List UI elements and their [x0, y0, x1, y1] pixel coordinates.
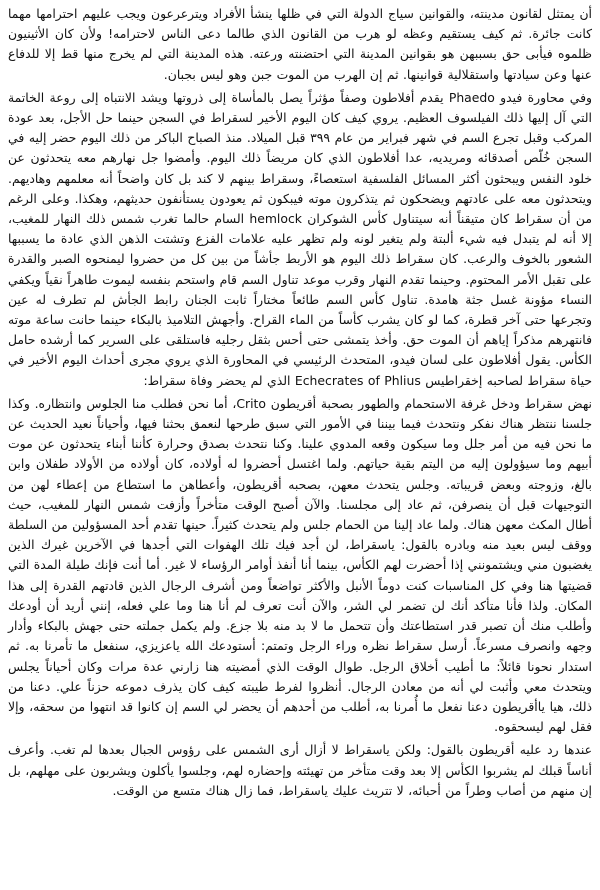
- paragraph-phaedo-narrative: وفي محاورة فيدو Phaedo يقدم أفلاطون وصفاً مؤثراً يصل بالمأساة إلى ذروتها ويشد الانتباه إلى روعة الخاتمة التي آل إليها ذلك الفيلسوف العظيم. يروي كيف كان اليوم الأخير لسقراط في السجن حينما حل الأجل، بعد عودة المركب وقبل تجرع السم في شهر فبراير من عام ٣٩٩ قبل الميلاد. منذ الصباح الباكر من ذلك اليوم حضر إليه في السجن خُلّص أصدقائه ومريديه، عدا أفلاطون الذي كان مريضاً ذلك اليوم. وأمضوا جل نهارهم معه يتحدثون عن خلود النفس ويبحثون أكثر المسائل الفلسفية استعصاءً، وسقراط بينهم لا كند بل كان واضحاً أنه معلمهم وهاديهم. ويتحدثون معه على عادتهم ويضحكون ثم يتذكرون موته فيبكون ثم يعودون يستأنفون حديثهم، وهكذا. وعلى الرغم من أن سقراط كان متيقناً أنه سيتناول كأس الشوكران hemlock السام حالما تغرب شمس ذلك النهار للمغيب، إلا أنه لم يتبدل فيه شيء ألبتة ولم يتغير لونه ولم تظهر عليه علامات الفزع وتشتت الذهن الذي عادة ما يسببها الشعور بالخوف والرعب. كان سقراط ذلك اليوم هو الأربط جأشاً من بين كل من حضروا ليمنحوه الصبر والقدرة على تقبل الأمر المحتوم. وحينما تقدم النهار وقرب موعد تناول السم قام واستحم بنفسه ليموت طاهراً نقياً ويكفي النساء مؤونة غسل جثة هامدة. تناول كأس السم طائعاً مختاراً ثابت الجنان رابط الجأش لم تطرف له عين وتجرعها حتى آخر قطرة، كما لو كان يشرب كأساً من الماء القراح. وأجهش التلاميذ بالبكاء حينما حانت ساعة موته فانتهرهم مذكراً إياهم أن الموت حق. وأخذ يتمشى حتى أحس بثقل رجليه فاستلقى على السرير كما أرشده حامل الكأس. يقول أفلاطون على لسان فيدو، المتحدث الرئيسي في المحاورة الذي يروي مجرى أحداث اليوم الأخير في حياة سقراط لصاحبه إخقراطيس Echecrates of Phlius الذي لم يحضر وفاة سقراط:: [8, 89, 593, 388]
- paragraph-crito-reply: عندها رد عليه أقريطون بالقول: ولكن ياسقراط لا أزال أرى الشمس على رؤوس الجبال بعدها لم تغب. وأعرف أناساً قبلك لم يشربوا الكأس إلا بعد وقت متأخر من تهيئته وإحضاره لهم، وجلسوا يأكلون ويشربون على مهلهم، بل إن منهم من أصاب وطراً من أحبائه، لا تتريث عليك ياسقراط، فما زال هناك متسع من الوقت.: [8, 742, 592, 798]
- paragraph-bath-and-farewell: نهض سقراط ودخل غرفة الاستحمام والطهور بصحبة أقريطون Crito، أما نحن فطلب منا الجلوس وانتظاره. وكذا جلسنا ننتظر هناك نفكر ونتحدث فيما بيننا في الأمور التي سبق طرحها لنعمق بحثنا فيها، وأحياناً نعيد الحديث عن ما نحن فيه من أمر جلل وما سيكون وقعه المدوي علينا. وكنا نتحدث بصدق وحرارة كأننا أبناء يتحدثون عن موت أبيهم وما سيؤولون إليه من اليتم بقية حياتهم. ولما اغتسل أحضروا له أولاده، كان أولاده من الأولاد طفلان وابن بالغ، وزوجته وبعض قريباته. وجلس يتحدث معهن، بصحبه أقريطون، وأعطاهن ما استطاع من إعطاء لهن من التوجيهات قبل أن ينصرفن، ثم عاد إلى مجلسنا. والآن أصبح الوقت متأخراً وأزفت شمس النهار للمغيب، حيث أطال المكث معهن هناك. ولما عاد إلينا من الحمام جلس ولم يتحدث كثيراً. حينها تقدم أحد المسؤولين من السلطة ووقف ليس بعيد منه وبادره بالقول: ياسقراط، لن أجد فيك تلك الهفوات التي أجدها في الآخرين غيرك الذين يغضبون مني ويشتمونني إذا أحضرت لهم الكأس، بينما أنا أنفذ أوامر الرؤساء لا غير. أما أنت فإنك طيلة المدة التي قضيتها هنا وفي كل المناسبات كنت دوماً الأنبل والأكثر تواضعاً ومن أشرف الرجال الذين قادتهم القدرة إلى هذا المكان. ولذا فأنا متأكد أنك لن تضمر لي الشر، والآن أنت تعرف لم أنا هنا وما علي فعله، إنني أريد أن أودعك وأطلب منك أن تصبر قدر استطاعتك وأن تتحمل ما لا بد منه بلا جزع. ولم يكمل جملته حتى جهش بالبكاء وأدار وجهه وانصرف مسرعاً. أرسل سقراط نظره وراء الرجل وتمتم: أستودعك الله ياعزيزي، سنفعل ما تأمرنا به. ثم استدار نحونا قائلاً: ما أطيب أخلاق الرجل. طوال الوقت الذي أمضيته هنا زارني عدة مرات وكان أحياناً يجلس ويتحدث معي وأثبت لي أنه من معادن الرجال. أنظروا لفرط طيبته كيف كان يذرف دموعه حزناً علي. دعنا من ذلك، هيا ياأقريطون دعنا نفعل ما أُمرنا به، أطلب من أحدهم أن يحضر لي السم إن كانوا قد انتهوا من سحقه، وإلا فقل لهم ليسحقوه.: [8, 395, 592, 735]
- paragraph-socrates-law: أن يمتثل لقانون مدينته، والقوانين سياج الدولة التي في ظلها ينشأ الأفراد ويترعرعون ويجب عليهم احترامها مهما كانت جائرة. ثم كيف يستقيم وعظه لو هرب من القانون الذي طالما دعى الناس لاحترامه! ولأن كان الأثينيون ظلموه فيأبى حق بسببهن هو بقوانين المدينة التي احتضنته ورعته. هذه المدينة التي لم يخرج منها قط إلا للدفاع عنها وعن سيادتها واستقلالية قوانينها. ثم إن الهرب من الموت جبن وهو ليس بجبان.: [8, 6, 592, 82]
